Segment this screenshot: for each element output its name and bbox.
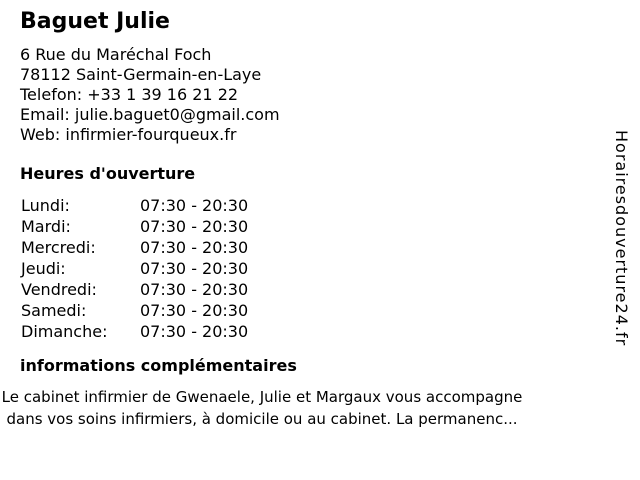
info-line-2: dans vos soins infirmiers, à domicile ou au cabinet. La permanenc... [6, 410, 518, 428]
hours-row [21, 321, 248, 342]
additional-info-heading: informations complémentaires [20, 356, 297, 375]
hours-time: 07:30 - 20:30 [140, 322, 249, 341]
web-line [20, 125, 280, 145]
hours-time: 07:30 - 20:30 [140, 238, 249, 257]
phone-value: +33 1 39 16 21 22 [87, 85, 239, 104]
web-value: infirmier-fourqueux.fr [65, 125, 237, 144]
info-line-1: Le cabinet infirmier de Gwenaele, Julie et Margaux vous accompagne [1, 388, 523, 406]
hours-row [21, 216, 248, 237]
hours-day: Lundi: [21, 196, 70, 215]
address-line-1: 6 Rue du Maréchal Foch [20, 45, 212, 64]
hours-day: Samedi: [21, 301, 87, 320]
email-label: Email: [20, 105, 70, 124]
page-title: Baguet Julie [20, 9, 170, 34]
phone-label: Telefon: [20, 85, 83, 104]
email-value: julie.baguet0@gmail.com [74, 105, 280, 124]
hours-row [21, 195, 248, 216]
hours-row [21, 279, 248, 300]
phone-line [20, 85, 280, 105]
hours-day: Jeudi: [21, 259, 66, 278]
hours-row [21, 237, 248, 258]
hours-time: 07:30 - 20:30 [140, 196, 249, 215]
hours-time: 07:30 - 20:30 [140, 259, 249, 278]
hours-day: Dimanche: [21, 322, 108, 341]
hours-table [21, 195, 248, 342]
email-line [20, 105, 280, 125]
hours-time: 07:30 - 20:30 [140, 301, 249, 320]
hours-time: 07:30 - 20:30 [140, 280, 249, 299]
web-label: Web: [20, 125, 61, 144]
hours-day: Vendredi: [21, 280, 97, 299]
additional-info-paragraph [0, 386, 524, 430]
hours-day: Mercredi: [21, 238, 96, 257]
contact-block [20, 45, 280, 145]
hours-row [21, 258, 248, 279]
hours-heading: Heures d'ouverture [20, 164, 196, 183]
hours-row [21, 300, 248, 321]
hours-time: 07:30 - 20:30 [140, 217, 249, 236]
hours-day: Mardi: [21, 217, 71, 236]
site-watermark: Horairesdouverture24.fr [612, 130, 631, 347]
address-line-2: 78112 Saint-Germain-en-Laye [20, 65, 262, 84]
